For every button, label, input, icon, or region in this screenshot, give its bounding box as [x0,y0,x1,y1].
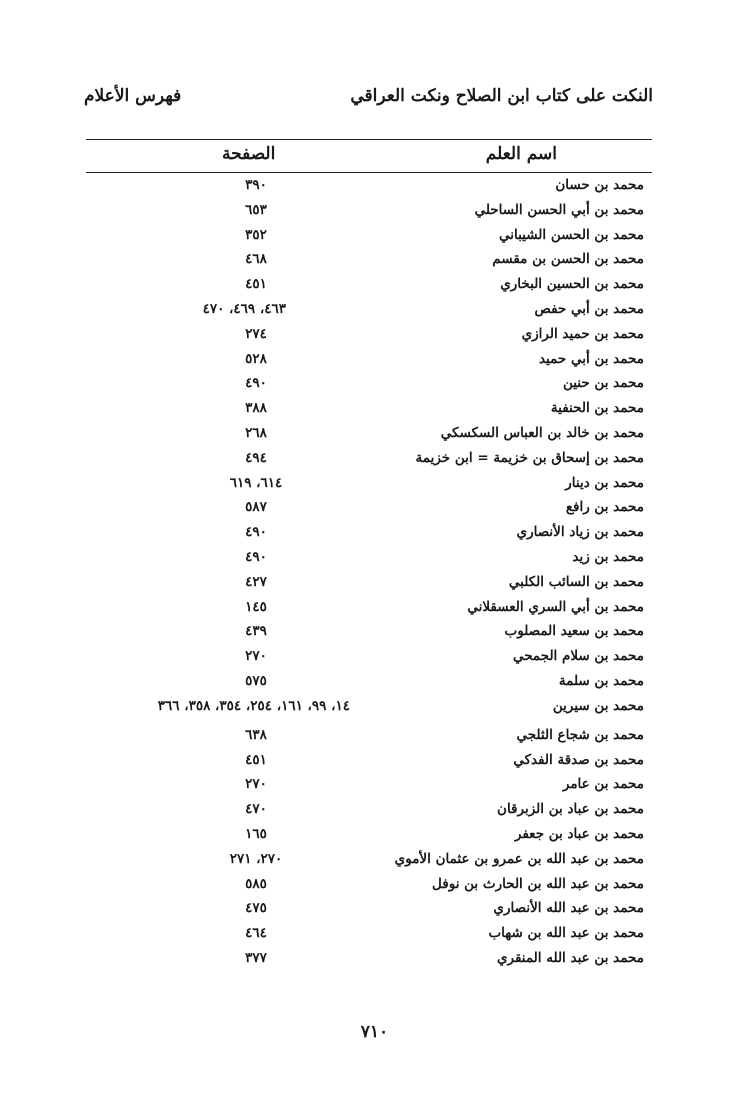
entry-pages: ٤٦٨ [245,251,267,268]
table-row [86,546,652,571]
table-row [86,897,652,922]
table-row [86,571,652,596]
entry-name: محمد بن أبي حميد [538,350,644,367]
table-row [86,596,652,621]
table-row [86,422,652,447]
entry-pages: ٣٥٢ [245,226,267,243]
entry-pages: ٥٢٨ [245,350,267,367]
entry-name: محمد بن شجاع الثلجي [516,726,644,743]
table-row [86,947,652,972]
entry-name: محمد بن حسان [555,177,644,193]
entry-pages: ٦١٤، ٦١٩ [229,474,283,491]
table-row [86,248,652,273]
entry-name: محمد بن عبد الله بن عمرو بن عثمان الأموي [394,850,644,867]
entry-pages: ٢٧٠ [245,648,267,665]
table-row [86,199,652,224]
entry-name: محمد بن أبي السري العسقلاني [467,598,644,615]
table-row [86,670,652,695]
table-row [86,447,652,472]
entry-name: محمد بن سيرين [552,697,644,714]
entry-name: محمد بن سلام الجمحي [512,648,644,665]
table-row [86,645,652,670]
table-row [86,773,652,798]
entry-name: محمد بن سلمة [558,672,644,689]
running-header-book-title: النكت على كتاب ابن الصلاح ونكت العراقي [350,86,653,106]
entry-pages: ٥٧٥ [245,672,267,689]
entry-pages: ٤٦٣، ٤٦٩، ٤٧٠ [202,300,286,317]
entry-pages: ٢٦٨ [245,424,267,441]
table-row [86,922,652,947]
entry-name: محمد بن زياد الأنصاري [516,524,644,541]
entry-name: محمد بن السائب الكلبي [508,573,644,590]
entry-pages: ٣٧٧ [245,949,267,966]
entry-pages: ٢٧٤ [245,325,267,342]
entry-pages: ٥٨٧ [245,499,267,516]
entry-name: محمد بن عبد الله بن الحارث بن نوفل [432,875,644,892]
entry-pages: ٦٥٣ [245,201,267,218]
entry-pages: ٢٧٠، ٢٧١ [229,850,283,867]
entry-name: محمد بن دينار [565,474,644,491]
entry-name: محمد بن عباد بن الزبرقان [497,801,644,818]
entry-pages: ٦٣٨ [245,726,267,743]
table-row [86,848,652,873]
table-row [86,397,652,422]
entry-pages: ١٤٥ [245,598,267,615]
entry-name: محمد بن رافع [565,499,644,516]
entry-pages: ٤٩٠ [245,524,267,541]
entry-name: محمد بن الحسن بن مقسم [492,251,644,268]
table-row [86,873,652,898]
entry-pages: ٣٨٨ [245,400,267,417]
entry-pages: ٤٩٤ [245,449,267,466]
entry-name: محمد بن سعيد المصلوب [504,623,644,640]
entry-pages: ٤٩٠ [245,375,267,392]
table-row [86,472,652,497]
table-row [86,823,652,848]
table-row [86,521,652,546]
entry-name: محمد بن الحسن الشيباني [498,226,644,243]
entry-pages: ١٤، ٩٩، ١٦١، ٢٥٤، ٣٥٤، ٣٥٨، ٣٦٦ [157,697,350,714]
table-row [86,372,652,397]
entry-pages: ١٦٥ [245,825,267,842]
table-row [86,174,652,199]
entry-name: محمد بن عبد الله الأنصاري [493,900,644,917]
entry-pages: ٤٥١ [245,276,267,293]
page-number: ٧١٠ [360,1022,389,1042]
entry-name: محمد بن أبي حفص [534,300,644,317]
entry-pages: ٤٦٤ [245,925,267,942]
entry-pages: ٢٧٠ [245,776,267,793]
table-row [86,224,652,249]
entry-pages: ٤٣٩ [245,623,267,640]
column-header-name: اسم العلم [485,144,557,164]
table-row [86,323,652,348]
table-row [86,724,652,749]
entry-pages: ٤٢٧ [245,573,267,590]
entry-pages: ٥٨٥ [245,875,267,892]
table-row [86,620,652,645]
column-header-rule [86,172,652,173]
entry-pages: ٣٩٠ [245,177,267,193]
header-rule [86,139,652,140]
table-row [86,496,652,521]
entry-name: محمد بن الحسين البخاري [500,276,644,293]
entry-pages: ٤٥١ [245,751,267,768]
entry-name: محمد بن خالد بن العباس السكسكي [440,424,644,441]
entry-name: محمد بن عامر [562,776,644,793]
entry-pages: ٤٧٠ [245,801,267,818]
table-row [86,695,652,724]
running-header-section-title: فهرس الأعلام [84,86,182,106]
table-row [86,348,652,373]
entry-name: محمد بن أبي الحسن الساحلي [474,201,644,218]
column-header-page: الصفحة [222,144,276,164]
index-table [86,174,652,972]
entry-name: محمد بن صدقة الفدكي [513,751,644,768]
entry-name: محمد بن الحنفية [550,400,644,417]
entry-pages: ٤٧٥ [245,900,267,917]
entry-name: محمد بن عبد الله بن شهاب [488,925,644,942]
table-row [86,749,652,774]
entry-name: محمد بن إسحاق بن خزيمة = ابن خزيمة [415,449,644,466]
entry-name: محمد بن حميد الرازي [521,325,644,342]
entry-name: محمد بن عباد بن جعفر [514,825,644,842]
entry-name: محمد بن عبد الله المنقري [496,949,644,966]
entry-pages: ٤٩٠ [245,548,267,565]
table-row [86,298,652,323]
table-row [86,798,652,823]
entry-name: محمد بن حنين [562,375,644,392]
table-row [86,273,652,298]
entry-name: محمد بن زيد [572,548,644,565]
